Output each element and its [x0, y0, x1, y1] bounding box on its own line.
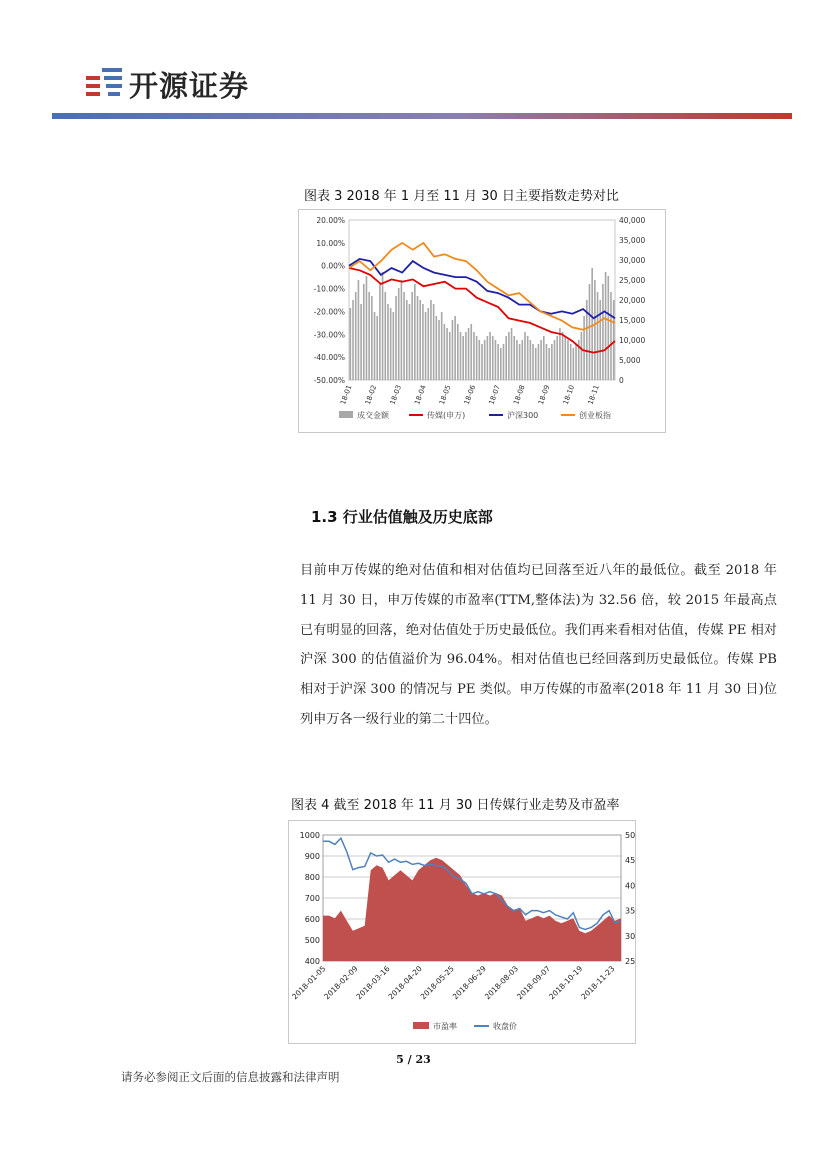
- volume-bar: [546, 344, 548, 380]
- volume-bar: [393, 312, 395, 380]
- volume-bar: [492, 336, 494, 380]
- x-tick-label: 2018-09-07: [515, 964, 553, 1002]
- logo-text: 开源证券: [129, 69, 250, 103]
- volume-bar: [535, 348, 537, 380]
- volume-bar: [564, 336, 566, 380]
- legend-label: 沪深300: [507, 411, 539, 420]
- footer-disclaimer: 请务必参阅正文后面的信息披露和法律声明: [121, 1070, 340, 1084]
- volume-bar: [433, 304, 435, 380]
- right-tick-label: 30,000: [619, 256, 646, 265]
- right-tick-label: 35: [625, 906, 635, 916]
- figure4-caption: 图表 4 截至 2018 年 11 月 30 日传媒行业走势及市盈率: [291, 798, 620, 813]
- volume-bar: [591, 268, 593, 380]
- volume-bar: [430, 300, 432, 380]
- volume-bar: [524, 332, 526, 380]
- x-tick-label: 18-08: [512, 383, 527, 406]
- volume-bar: [489, 332, 491, 380]
- volume-bar: [414, 284, 416, 380]
- volume-bar: [495, 340, 497, 380]
- volume-bar: [530, 340, 532, 380]
- figure3-chart: [298, 209, 666, 433]
- right-tick-label: 35,000: [619, 236, 646, 245]
- section-title: 1.3 行业估值触及历史底部: [311, 508, 493, 526]
- volume-bar: [398, 288, 400, 380]
- right-tick-label: 40,000: [619, 216, 646, 225]
- left-tick-label: 700: [304, 894, 320, 903]
- volume-bar: [352, 300, 354, 380]
- volume-bar: [457, 324, 459, 380]
- right-tick-label: 5,000: [619, 356, 641, 365]
- volume-bar: [446, 328, 448, 380]
- right-tick-label: 25,000: [619, 276, 646, 285]
- volume-bar: [527, 336, 529, 380]
- volume-bar: [401, 280, 403, 380]
- volume-bar: [484, 340, 486, 380]
- volume-bar: [454, 316, 456, 380]
- volume-bar: [610, 292, 612, 380]
- x-tick-label: 18-05: [438, 383, 453, 406]
- x-tick-label: 18-09: [536, 383, 552, 406]
- volume-bar: [479, 340, 481, 380]
- page-number: 5 / 23: [396, 1053, 431, 1066]
- x-tick-label: 18-10: [561, 383, 577, 406]
- volume-bar: [519, 344, 521, 380]
- volume-bar: [363, 284, 365, 380]
- left-tick-label: -10.00%: [313, 284, 345, 294]
- volume-bar: [468, 328, 470, 380]
- left-tick-label: 600: [304, 915, 320, 924]
- series-line: [349, 268, 615, 353]
- section-paragraph: 目前申万传媒的绝对估值和相对估值均已回落至近八年的最低位。截至 2018 年 11 月 30 日，申万传媒的市盈率(TTM,整体法)为 32.56 倍，较 2015 年最高点已有明显的回落，绝对估值处于历史最低位。我们再来看相对估值，传媒 PE 相对沪深 300 的估值溢价为 96.04%。相对估值也已经回落到历史最低位。传媒 PB 相对于沪深 300 的情况与 PE 类似。申万传媒的市盈率(2018 年 11 月 30 日)位列申万各一级行业的第二十四位。: [300, 563, 777, 727]
- volume-bar: [422, 304, 424, 380]
- left-tick-label: -20.00%: [313, 307, 345, 317]
- x-tick-label: 2018-01-05: [290, 964, 328, 1002]
- volume-bar: [602, 284, 604, 380]
- volume-bar: [607, 276, 609, 380]
- volume-bar: [548, 348, 550, 380]
- x-tick-label: 18-07: [487, 383, 502, 406]
- volume-bar: [538, 344, 540, 380]
- x-tick-label: 18-02: [363, 383, 379, 406]
- legend-label: 传媒(申万): [427, 411, 466, 420]
- x-tick-label: 2018-06-29: [450, 964, 488, 1002]
- right-tick-label: 10,000: [619, 336, 646, 345]
- volume-bar: [452, 320, 454, 380]
- volume-bar: [444, 324, 446, 380]
- logo-mark-icon: [84, 62, 128, 106]
- pe-area: [323, 858, 621, 961]
- volume-bar: [379, 284, 381, 380]
- company-logo: [84, 62, 284, 106]
- volume-bar: [462, 336, 464, 380]
- right-tick-label: 20,000: [619, 296, 646, 305]
- volume-bar: [384, 292, 386, 380]
- volume-bar: [417, 296, 419, 380]
- x-tick-label: 2018-03-16: [354, 964, 392, 1002]
- header-divider: [52, 113, 792, 119]
- volume-bar: [371, 296, 373, 380]
- x-tick-label: 2018-04-20: [386, 964, 424, 1002]
- volume-bar: [387, 304, 389, 380]
- volume-bar: [594, 280, 596, 380]
- left-tick-label: 10.00%: [316, 238, 345, 248]
- left-tick-label: 900: [304, 852, 320, 861]
- volume-bar: [543, 336, 545, 380]
- volume-bar: [554, 340, 556, 380]
- volume-bar: [406, 300, 408, 380]
- volume-bar: [355, 292, 357, 380]
- legend-swatch: [413, 1022, 429, 1029]
- legend-label: 创业板指: [579, 411, 611, 420]
- left-tick-label: 500: [304, 936, 320, 945]
- volume-bar: [403, 292, 405, 380]
- x-tick-label: 2018-08-03: [482, 964, 521, 1002]
- volume-bar: [505, 336, 507, 380]
- volume-bar: [540, 340, 542, 380]
- volume-bar: [613, 300, 615, 380]
- volume-bar: [511, 328, 513, 380]
- series-line: [349, 259, 615, 318]
- volume-bar: [597, 292, 599, 380]
- figure4-svg: [289, 821, 635, 1043]
- figure4-chart: [288, 820, 636, 1044]
- left-tick-label: 1000: [299, 831, 320, 840]
- volume-bar: [573, 348, 575, 380]
- volume-bar: [589, 284, 591, 380]
- x-tick-label: 2018-05-25: [418, 964, 456, 1002]
- left-tick-label: -50.00%: [313, 376, 345, 385]
- volume-bar: [358, 280, 360, 380]
- volume-bar: [376, 316, 378, 380]
- right-tick-label: 45: [625, 856, 635, 866]
- right-tick-label: 40: [625, 881, 635, 891]
- volume-bar: [382, 272, 384, 380]
- volume-bar: [599, 300, 601, 380]
- volume-bar: [350, 308, 352, 380]
- volume-bar: [374, 312, 376, 380]
- volume-bar: [470, 324, 472, 380]
- volume-bar: [567, 340, 569, 380]
- legend-label: 市盈率: [433, 1022, 457, 1031]
- volume-bar: [438, 320, 440, 380]
- volume-bar: [366, 276, 368, 380]
- right-tick-label: 0: [619, 376, 624, 385]
- right-tick-label: 50: [625, 831, 635, 840]
- volume-bar: [411, 292, 413, 380]
- volume-bar: [409, 304, 411, 380]
- volume-bar: [481, 344, 483, 380]
- x-tick-label: 18-11: [586, 383, 601, 406]
- volume-bar: [449, 332, 451, 380]
- left-tick-label: -30.00%: [313, 330, 345, 340]
- volume-bar: [473, 332, 475, 380]
- right-tick-label: 25: [625, 957, 635, 966]
- volume-bar: [395, 296, 397, 380]
- legend-swatch: [339, 411, 353, 418]
- volume-bar: [556, 336, 558, 380]
- volume-bar: [419, 300, 421, 380]
- volume-bar: [427, 308, 429, 380]
- figure3-svg: [299, 210, 665, 432]
- volume-bar: [532, 344, 534, 380]
- x-tick-label: 18-03: [388, 383, 404, 406]
- left-tick-label: 20.00%: [316, 216, 345, 225]
- volume-bar: [441, 312, 443, 380]
- x-tick-label: 18-04: [413, 383, 428, 406]
- volume-bar: [390, 308, 392, 380]
- left-tick-label: -40.00%: [313, 353, 345, 363]
- x-tick-label: 2018-11-23: [579, 964, 617, 1002]
- x-tick-label: 2018-10-19: [547, 964, 585, 1002]
- volume-bar: [460, 332, 462, 380]
- volume-bar: [425, 312, 427, 380]
- volume-bar: [583, 316, 585, 380]
- volume-bar: [551, 344, 553, 380]
- left-tick-label: 400: [304, 957, 320, 966]
- volume-bar: [559, 328, 561, 380]
- x-tick-label: 18-01: [339, 383, 354, 406]
- volume-bar: [487, 336, 489, 380]
- volume-bar: [570, 344, 572, 380]
- right-tick-label: 15,000: [619, 316, 646, 325]
- volume-bar: [516, 340, 518, 380]
- x-tick-label: 2018-02-09: [322, 964, 360, 1002]
- figure3-caption: 图表 3 2018 年 1 月至 11 月 30 日主要指数走势对比: [304, 189, 619, 204]
- volume-bar: [497, 344, 499, 380]
- volume-bar: [476, 336, 478, 380]
- volume-bar: [562, 332, 564, 380]
- volume-bar: [436, 316, 438, 380]
- right-tick-label: 30: [625, 931, 635, 941]
- x-tick-label: 18-06: [462, 383, 478, 406]
- volume-bar: [581, 332, 583, 380]
- legend-label: 收盘价: [493, 1022, 517, 1031]
- volume-bar: [575, 344, 577, 380]
- volume-bar: [513, 336, 515, 380]
- volume-bar: [508, 332, 510, 380]
- volume-bar: [360, 304, 362, 380]
- volume-bar: [465, 332, 467, 380]
- volume-bar: [521, 340, 523, 380]
- legend-label: 成交金额: [357, 411, 389, 420]
- volume-bar: [500, 348, 502, 380]
- volume-bar: [368, 292, 370, 380]
- left-tick-label: 800: [304, 873, 320, 882]
- volume-bar: [503, 344, 505, 380]
- left-tick-label: 0.00%: [321, 261, 345, 271]
- volume-bar: [605, 272, 607, 380]
